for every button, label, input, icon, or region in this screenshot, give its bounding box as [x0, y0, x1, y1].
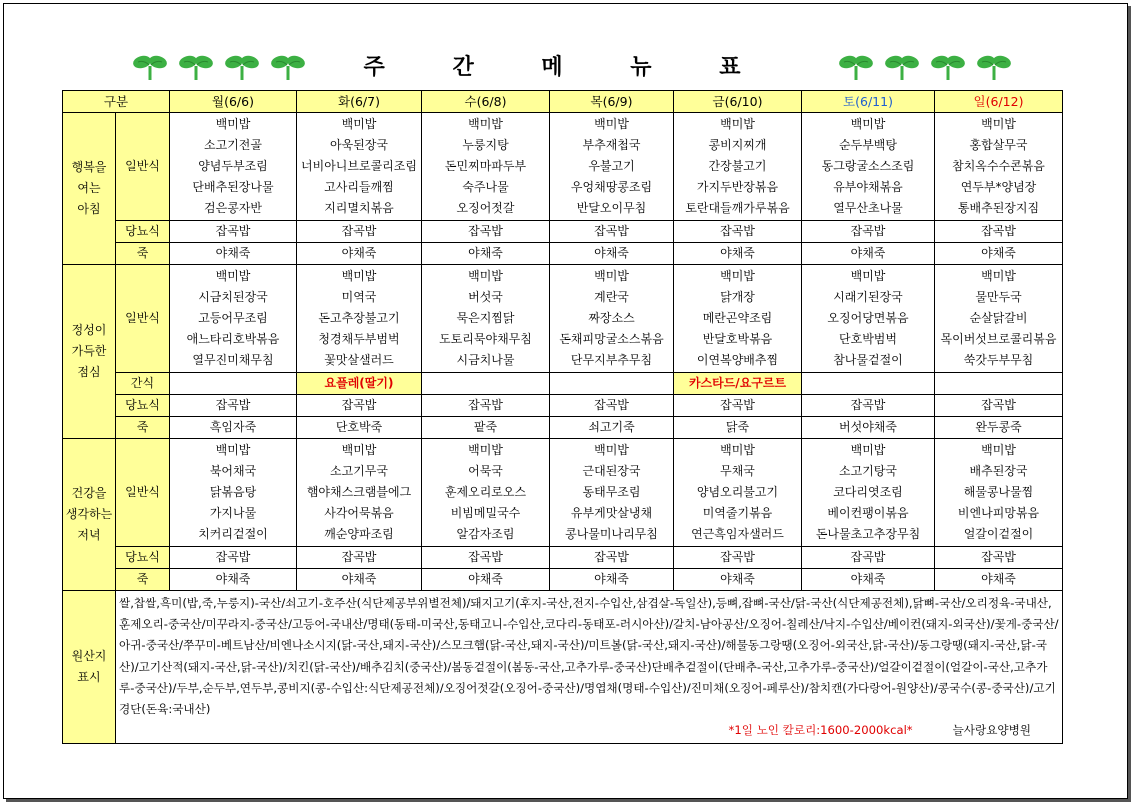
menu-line: 동그랑굴소스조림: [821, 159, 915, 173]
day-header: 토(6/11): [802, 91, 935, 113]
diabetic-cell: 잡곡밥: [674, 395, 802, 417]
general-menu-cell: [802, 265, 935, 373]
menu-line: 너비아니브로콜리조림: [301, 159, 417, 173]
menu-line: 시금치된장국: [198, 290, 268, 304]
menu-line: 코다리엿조림: [833, 485, 903, 499]
menu-line: 우엉채땅콩조림: [570, 180, 653, 194]
menu-line: 순살닭갈비: [969, 311, 1028, 325]
menu-line: 소고기탕국: [839, 464, 897, 478]
diabetic-cell: 잡곡밥: [802, 547, 935, 569]
menu-line: 백미밥: [215, 117, 251, 131]
menu-line: 훈제오리로오스: [444, 485, 527, 499]
porridge-cell: 야채죽: [674, 569, 802, 591]
menu-line: 행복을: [71, 160, 107, 174]
diabetic-cell: 잡곡밥: [935, 547, 1063, 569]
menu-line: 백미밥: [341, 117, 377, 131]
porridge-cell: 야채죽: [170, 243, 297, 265]
menu-line: 짜장소스: [588, 311, 635, 325]
general-menu-cell: [297, 439, 422, 547]
general-menu-cell: [674, 265, 802, 373]
menu-line: 메란곤약조림: [702, 311, 773, 325]
general-menu-cell: [674, 113, 802, 221]
menu-line: 햄야채스크램블에그: [306, 485, 412, 499]
diabetic-cell: 잡곡밥: [170, 395, 297, 417]
menu-line: 단호박범벅: [839, 332, 897, 346]
menu-line: 돈나물초고추장무침: [815, 527, 921, 541]
snack-cell: [422, 373, 550, 395]
porridge-label: 죽: [116, 569, 170, 591]
menu-line: 백미밥: [594, 117, 629, 131]
diabetic-cell: 잡곡밥: [550, 395, 674, 417]
general-diet-label: 일반식: [116, 439, 170, 547]
porridge-cell: 야채죽: [550, 243, 674, 265]
menu-line: 열무진미채무침: [192, 353, 274, 367]
general-menu-cell: [802, 439, 935, 547]
diabetic-cell: 잡곡밥: [674, 221, 802, 243]
porridge-cell: 야채죽: [935, 569, 1063, 591]
menu-line: 동태무조림: [582, 485, 641, 499]
general-menu-cell: [802, 113, 935, 221]
porridge-cell: 야채죽: [422, 569, 550, 591]
general-menu-cell: [170, 265, 297, 373]
menu-line: 미역줄기볶음: [702, 506, 773, 520]
menu-line: 가득한: [71, 344, 107, 358]
menu-line: 묵은지찜닭: [456, 311, 515, 325]
menu-line: 열무산초나물: [833, 201, 903, 215]
snack-cell: 카스타드/요구르트: [674, 373, 802, 395]
menu-line: 표시: [77, 670, 101, 685]
menu-line: 이연복양배추찜: [696, 353, 779, 367]
origin-notes: [116, 591, 1063, 744]
menu-line: 순두부백탕: [839, 138, 897, 152]
menu-line: 백미밥: [468, 117, 503, 131]
day-header: 월(6/6): [170, 91, 297, 113]
origin-text: 쌀,찹쌀,흑미(밥,죽,누룽지)-국산/쇠고기-호주산(식단제공부위별전체)/돼지고기(후지-국산,전지-수입산,삼겹살-독일산),등뼈,잡뼈-국산/닭-국산(식단제공전체),닭뼈-국산/오리정육-국내산,훈제오리-중국산/미꾸라지-중국산/고등어-국내산/명태(동태-미국산,동태고니-수입산,코다리-동태포-러시아산)/갈치-남아공산/오징어-칠레산/낙지-수입산/베이컨(돼지-외국산)/꽃게-중국산/아귀-중국산/쭈꾸미-베트남산/비엔나소시지(닭-국산,돼지-국산)/스모크햄(닭-국산,돼지-국산)/미트볼(닭-국산,돼지-국산)/해물동그랑땡(오징어-외국산,닭-국산)/동그랑땡(돼지-국산,닭-국산)/고기산적(돼지-국산,닭-국산)/치킨(닭-국산)/배추김치(중국산)/봄동겉절이(봄동-국산,고추가루-중국산)단배추겉절이(단배추-국산,고추가루-중국산)/얼갈이겉절이(얼갈이-국산,고추가루-중국산)/두부,순두부,연두부,콩비지(콩-수입산:식단제공전체)/오징어젓갈(오징어-중국산)/명엽채(명태-수입산)/진미채(오징어-페루산)/참치캔(가다랑어-원양산)/콩국수(콩-중국산)/고기경단(돈육:국내산): [119, 596, 1059, 717]
snack-cell: [170, 373, 297, 395]
menu-line: 백미밥: [981, 117, 1016, 131]
notes-footer: [119, 720, 1059, 741]
menu-line: 백미밥: [720, 443, 755, 457]
snack-label: 간식: [116, 373, 170, 395]
porridge-label: 죽: [116, 417, 170, 439]
menu-line: 미역국: [341, 290, 377, 304]
diabetic-label: 당뇨식: [116, 221, 170, 243]
menu-line: 참나물겉절이: [833, 353, 903, 367]
diabetic-cell: 잡곡밥: [802, 221, 935, 243]
porridge-cell: 버섯야채죽: [802, 417, 935, 439]
diabetic-cell: 잡곡밥: [422, 395, 550, 417]
general-menu-cell: [550, 439, 674, 547]
menu-line: 비엔나피망볶음: [957, 506, 1040, 520]
menu-line: 얼갈이겉절이: [963, 527, 1034, 541]
diabetic-cell: 잡곡밥: [170, 221, 297, 243]
diabetic-cell: 잡곡밥: [802, 395, 935, 417]
menu-line: 백미밥: [981, 443, 1016, 457]
menu-line: 사각어묵볶음: [324, 506, 394, 520]
general-menu-cell: [935, 439, 1063, 547]
general-menu-cell: [550, 265, 674, 373]
general-menu-cell: [297, 113, 422, 221]
menu-line: 근대된장국: [582, 464, 641, 478]
menu-line: 백미밥: [341, 443, 377, 457]
diabetic-cell: 잡곡밥: [935, 395, 1063, 417]
porridge-cell: 야채죽: [935, 243, 1063, 265]
menu-line: 연두부*양념장: [960, 180, 1037, 194]
diabetic-cell: 잡곡밥: [170, 547, 297, 569]
menu-line: 백미밥: [341, 269, 377, 283]
snack-cell: 요플레(딸기): [297, 373, 422, 395]
menu-line: 청경채두부범벅: [318, 332, 400, 346]
menu-line: 양념두부조림: [198, 159, 268, 173]
menu-line: 돈고추장불고기: [318, 311, 400, 325]
general-menu-cell: [935, 113, 1063, 221]
general-menu-cell: [674, 439, 802, 547]
origin-label: [63, 591, 116, 744]
porridge-cell: 야채죽: [297, 569, 422, 591]
menu-line: 백미밥: [594, 269, 629, 283]
menu-line: 누룽지탕: [462, 138, 509, 152]
menu-line: 애느타리호박볶음: [186, 332, 280, 346]
menu-line: 원산지: [71, 649, 107, 664]
porridge-cell: 야채죽: [802, 569, 935, 591]
day-header: 수(6/8): [422, 91, 550, 113]
day-header: 화(6/7): [297, 91, 422, 113]
page-title: 주 간 메 뉴 표: [363, 55, 771, 80]
menu-line: 생각하는: [65, 507, 113, 521]
porridge-cell: 닭죽: [674, 417, 802, 439]
porridge-cell: 야채죽: [297, 243, 422, 265]
menu-line: 간장불고기: [708, 159, 767, 173]
menu-line: 양념오리불고기: [696, 485, 779, 499]
day-header: 목(6/9): [550, 91, 674, 113]
general-menu-cell: [935, 265, 1063, 373]
diabetic-cell: 잡곡밥: [550, 221, 674, 243]
menu-line: 어묵국: [468, 464, 503, 478]
menu-line: 오징어젓갈: [456, 201, 515, 215]
menu-line: 쑥갓두부무침: [963, 353, 1034, 367]
menu-line: 콩비지찌개: [708, 138, 767, 152]
menu-line: 아침: [77, 202, 101, 216]
snack-cell: [550, 373, 674, 395]
breakfast-label: [63, 113, 116, 265]
porridge-cell: 쇠고기죽: [550, 417, 674, 439]
general-diet-label: 일반식: [116, 113, 170, 221]
weekly-menu-table: [62, 90, 1063, 744]
menu-line: 홍합살무국: [969, 138, 1028, 152]
menu-line: 단무지부추무침: [570, 353, 653, 367]
menu-line: 소고기전골: [204, 138, 262, 152]
menu-line: 우불고기: [588, 159, 635, 173]
lunch-label: [63, 265, 116, 439]
menu-line: 도토리묵야채무침: [439, 332, 532, 346]
menu-line: 시래기된장국: [833, 290, 903, 304]
diabetic-cell: 잡곡밥: [550, 547, 674, 569]
day-header: 금(6/10): [674, 91, 802, 113]
menu-line: 유부야채볶음: [833, 180, 903, 194]
diabetic-cell: 잡곡밥: [422, 547, 550, 569]
menu-line: 고등어무조림: [198, 311, 268, 325]
menu-line: 알감자조림: [456, 527, 515, 541]
menu-line: 정성이: [71, 323, 107, 337]
menu-line: 해물콩나물찜: [963, 485, 1034, 499]
menu-line: 백미밥: [720, 269, 755, 283]
menu-line: 연근흑임자샐러드: [691, 527, 784, 541]
menu-line: 백미밥: [850, 269, 886, 283]
diabetic-cell: 잡곡밥: [297, 547, 422, 569]
menu-line: 계란국: [594, 290, 629, 304]
porridge-cell: 야채죽: [170, 569, 297, 591]
menu-line: 치커리겉절이: [198, 527, 268, 541]
menu-line: 아욱된장국: [330, 138, 388, 152]
porridge-label: 죽: [116, 243, 170, 265]
menu-line: 부추재첩국: [582, 138, 641, 152]
category-header: 구분: [63, 91, 170, 113]
general-menu-cell: [422, 265, 550, 373]
menu-line: 검은콩자반: [204, 201, 262, 215]
menu-line: 소고기무국: [330, 464, 388, 478]
diabetic-cell: 잡곡밥: [297, 395, 422, 417]
diabetic-cell: 잡곡밥: [674, 547, 802, 569]
menu-line: 버섯국: [468, 290, 503, 304]
diabetic-label: 당뇨식: [116, 547, 170, 569]
diabetic-cell: 잡곡밥: [422, 221, 550, 243]
menu-line: 백미밥: [720, 117, 755, 131]
menu-line: 토란대들깨가루볶음: [685, 201, 790, 215]
menu-line: 닭개장: [720, 290, 755, 304]
menu-line: 콩나물미나리무침: [565, 527, 658, 541]
menu-line: 지리멸치볶음: [324, 201, 394, 215]
dinner-label: [63, 439, 116, 591]
porridge-cell: 야채죽: [550, 569, 674, 591]
menu-line: 가지나물: [209, 506, 257, 520]
porridge-cell: 야채죽: [422, 243, 550, 265]
porridge-cell: 야채죽: [802, 243, 935, 265]
snack-cell: [935, 373, 1063, 395]
porridge-cell: 완두콩죽: [935, 417, 1063, 439]
menu-line: 백미밥: [468, 269, 503, 283]
hospital-name: 늘사랑요양병원: [952, 723, 1031, 738]
menu-line: 유부게맛살냉채: [570, 506, 653, 520]
menu-line: 건강을: [71, 486, 107, 500]
general-menu-cell: [297, 265, 422, 373]
menu-line: 목이버섯브로콜리볶음: [940, 332, 1057, 346]
menu-line: 백미밥: [215, 443, 251, 457]
menu-line: 고사리들깨찜: [324, 180, 394, 194]
menu-line: 배추된장국: [969, 464, 1028, 478]
menu-line: 베이컨팽이볶음: [827, 506, 909, 520]
porridge-cell: 단호박죽: [297, 417, 422, 439]
menu-line: 오징어당면볶음: [827, 311, 909, 325]
menu-line: 참치옥수수콘볶음: [952, 159, 1045, 173]
menu-line: 통배추된장지짐: [957, 201, 1040, 215]
snack-cell: [802, 373, 935, 395]
calorie-note: *1일 노인 칼로리:1600-2000kcal*: [728, 723, 913, 738]
general-menu-cell: [170, 113, 297, 221]
porridge-cell: 흑임자죽: [170, 417, 297, 439]
menu-line: 북어채국: [209, 464, 257, 478]
menu-line: 시금치나물: [456, 353, 515, 367]
general-menu-cell: [550, 113, 674, 221]
general-diet-label: 일반식: [116, 265, 170, 373]
menu-line: 무채국: [720, 464, 755, 478]
general-menu-cell: [422, 439, 550, 547]
menu-line: 백미밥: [594, 443, 629, 457]
diabetic-cell: 잡곡밥: [935, 221, 1063, 243]
diabetic-label: 당뇨식: [116, 395, 170, 417]
menu-line: 백미밥: [850, 443, 886, 457]
menu-line: 여는: [77, 181, 101, 195]
porridge-cell: 야채죽: [674, 243, 802, 265]
menu-line: 물만두국: [975, 290, 1022, 304]
menu-line: 꽃맛살샐러드: [324, 353, 394, 367]
general-menu-cell: [170, 439, 297, 547]
menu-line: 반달호박볶음: [702, 332, 773, 346]
general-menu-cell: [422, 113, 550, 221]
menu-line: 단배추된장나물: [192, 180, 274, 194]
menu-line: 가지두반장볶음: [696, 180, 779, 194]
menu-line: 닭볶음탕: [209, 485, 257, 499]
menu-line: 반달오이무침: [576, 201, 647, 215]
menu-line: 비빔메밀국수: [450, 506, 521, 520]
menu-line: 백미밥: [850, 117, 886, 131]
day-header: 일(6/12): [935, 91, 1063, 113]
diabetic-cell: 잡곡밥: [297, 221, 422, 243]
menu-line: 백미밥: [468, 443, 503, 457]
porridge-cell: 팥죽: [422, 417, 550, 439]
menu-line: 백미밥: [981, 269, 1016, 283]
menu-line: 저녁: [77, 528, 101, 542]
menu-line: 깨순양파조림: [324, 527, 394, 541]
menu-line: 돈민찌마파두부: [444, 159, 527, 173]
menu-line: 숙주나물: [462, 180, 509, 194]
menu-line: 점심: [77, 365, 101, 379]
menu-line: 백미밥: [215, 269, 251, 283]
menu-line: 돈채피망굴소스볶음: [559, 332, 664, 346]
